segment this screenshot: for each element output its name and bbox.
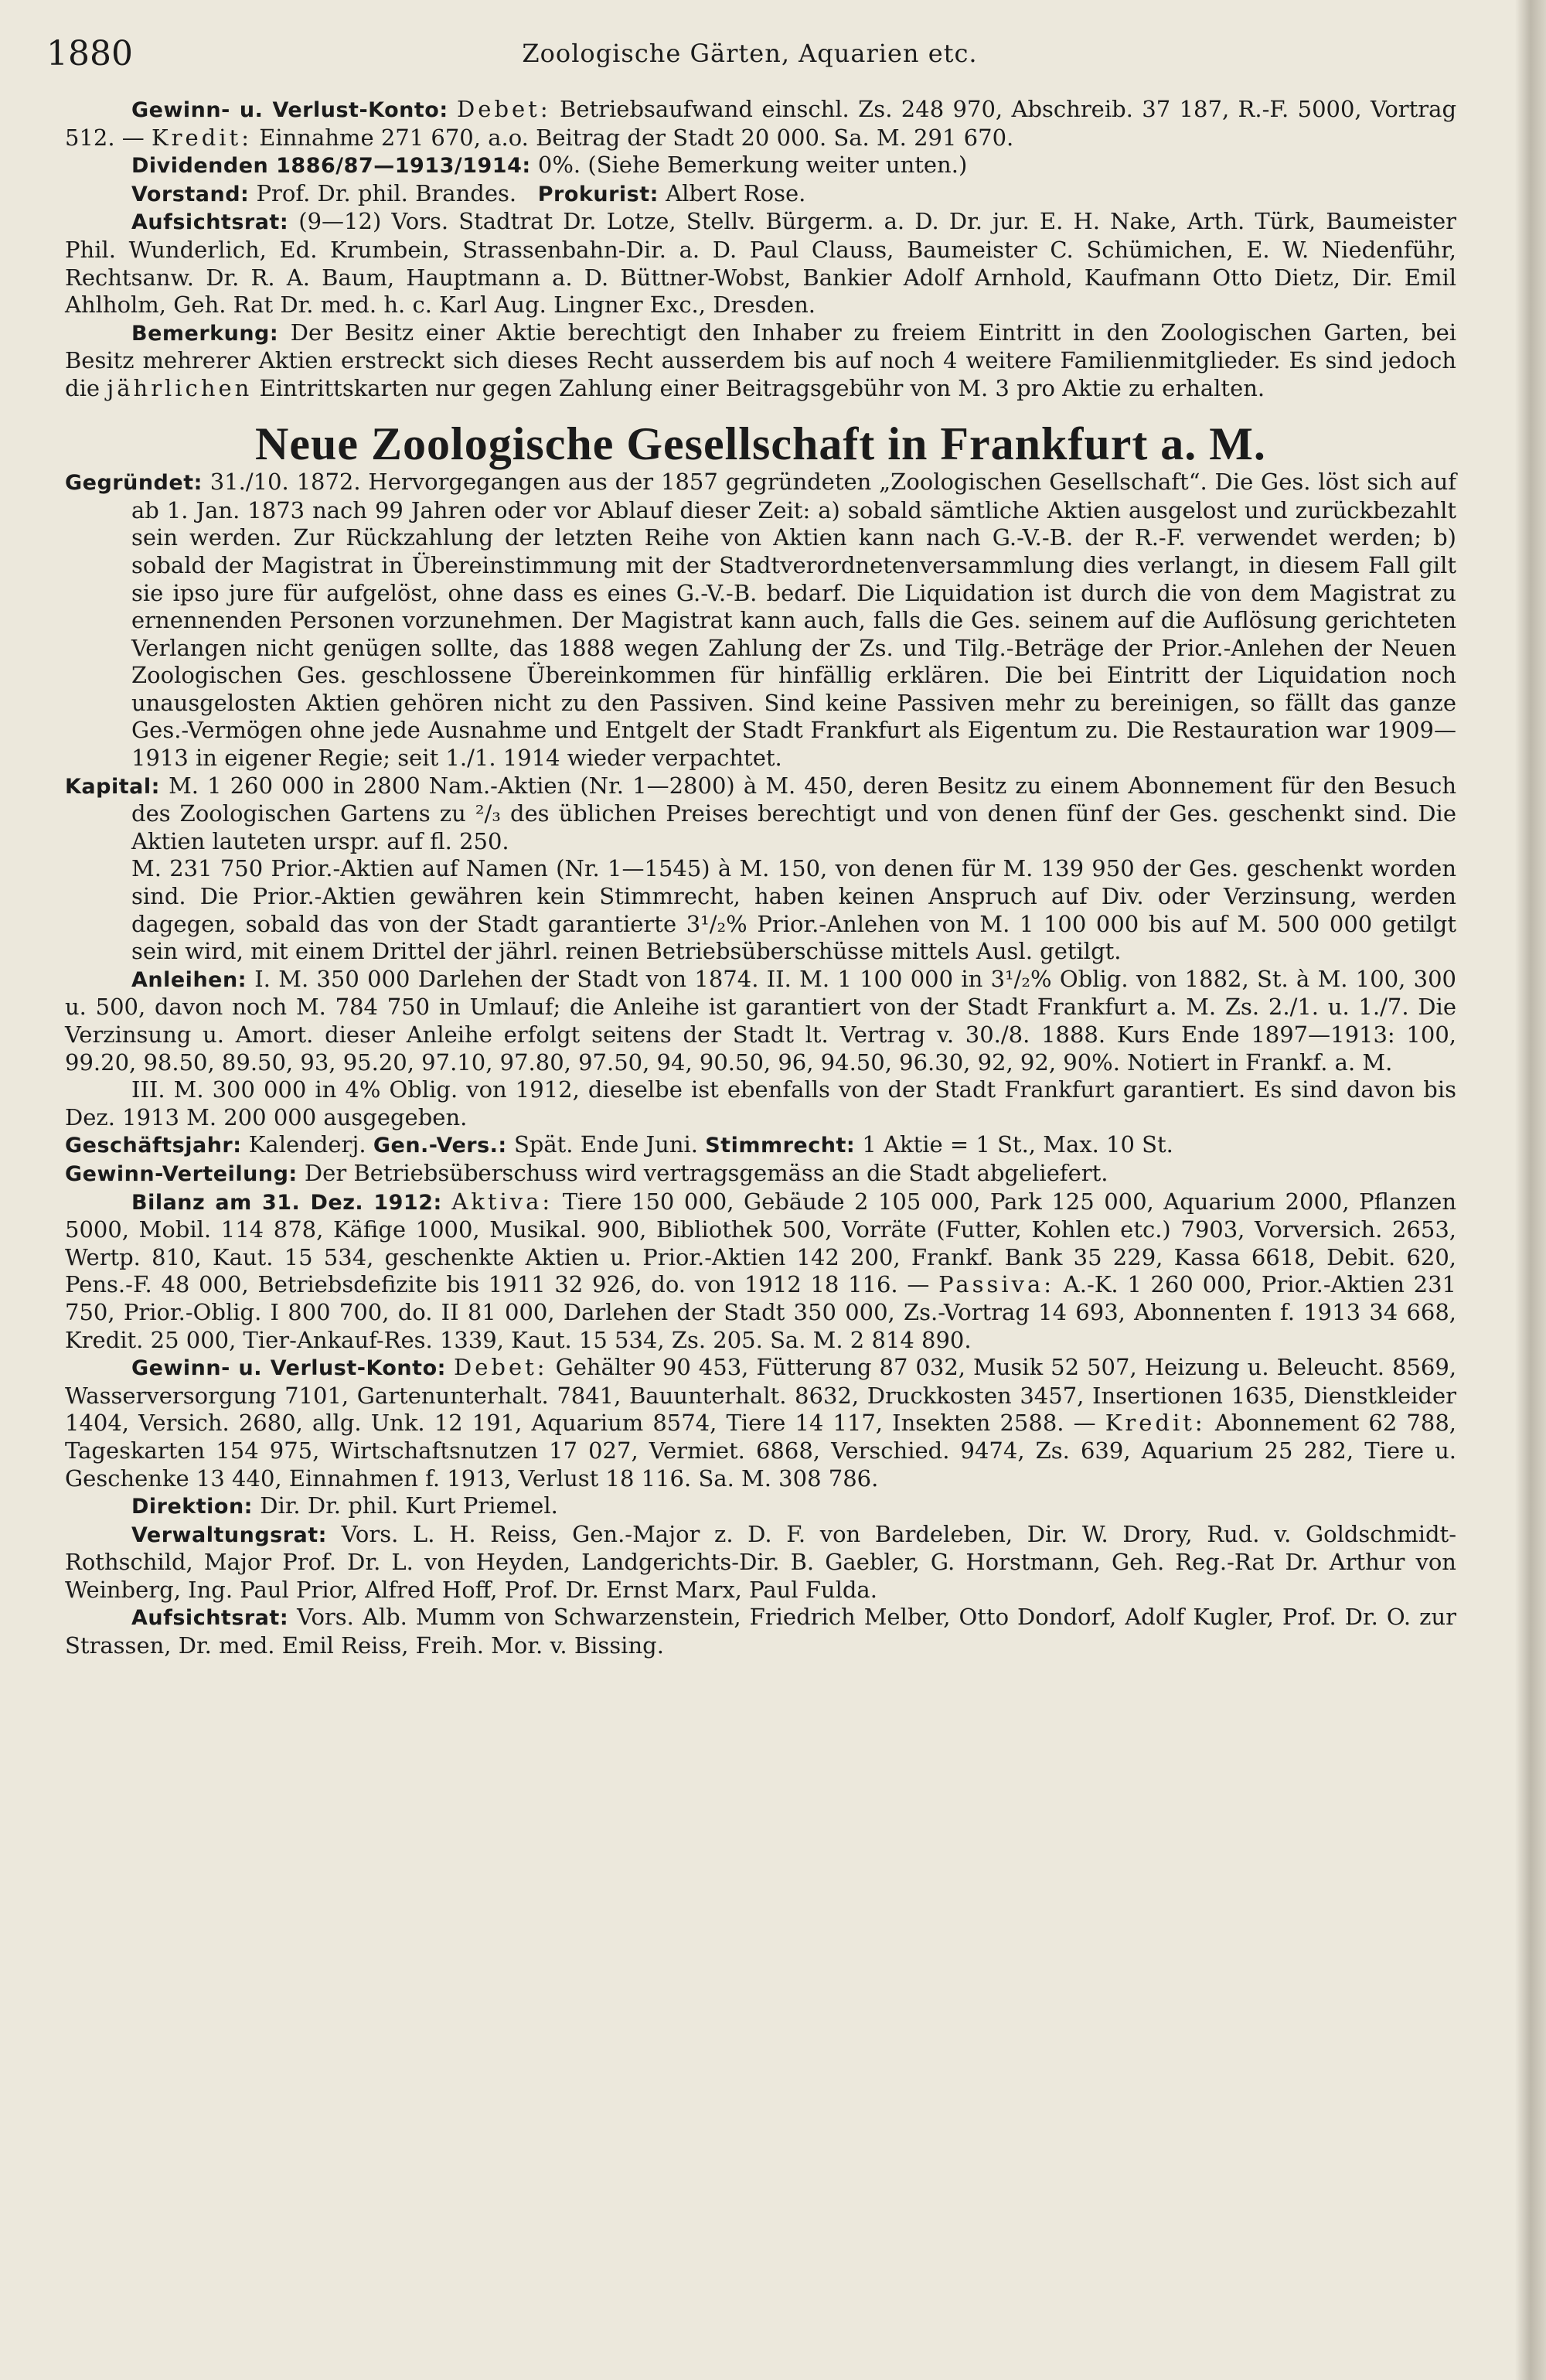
prev-guv-debit-text: Betriebsaufwand einschl. Zs. 248 970, Abschreib. 37 187, R.-F. 5000, Vortrag 512. —: [65, 96, 1457, 151]
page-binding-edge: [1515, 0, 1546, 2380]
prev-guv-debit-label: Debet:: [457, 96, 551, 122]
page-header: [46, 34, 1453, 80]
prev-bemerkung-paragraph: [65, 319, 1456, 403]
prev-dividenden-paragraph: [65, 152, 1456, 180]
geschaeftsjahr-label: Geschäftsjahr:: [65, 1134, 242, 1158]
guv-debit-text: Gehälter 90 453, Fütterung 87 032, Musik 52 507, Heizung u. Beleucht. 8569, Wasserversorgung 7101, Gartenunterhalt. 7841, Bauunterhalt. 8632, Druckkosten 3457, Insertionen 1635, Dienstkleider 1404, Versich. 2680, allg. Unk. 12 191, Aquarium 8574, Tiere 14 117, Insekten 2588. —: [65, 1354, 1457, 1437]
aktiva-label: Aktiva:: [451, 1188, 553, 1215]
page-content: [65, 96, 1456, 1660]
anleihen-text: I. M. 350 000 Darlehen der Stadt von 1874. II. M. 1 100 000 in 3¹/₂% Oblig. von 1882, St. à M. 100, 300 u. 500, davon noch M. 784 750 in Umlauf; die Anleihe ist garantiert von der Stadt Frankfurt a. M. Zs. 2./1. u. 1./7. Die Verzinsung u. Amort. dieser Anleihe erfolgt seitens der Stadt lt. Vertrag v. 30./8. 1888. Kurs Ende 1897—1913: 100, 99.20, 98.50, 89.50, 93, 95.20, 97.10, 97.80, 97.50, 94, 90.50, 96, 94.50, 96.30, 92, 92, 90%. Notiert in Frankf. a. M.: [65, 965, 1457, 1076]
guv-debit-label: Debet:: [453, 1354, 548, 1381]
prev-guv-credit-text: Einnahme 271 670, a.o. Beitrag der Stadt 20 000. Sa. M. 291 670.: [259, 124, 1014, 151]
bilanz-paragraph: [65, 1188, 1456, 1355]
gen-vers-text: Spät. Ende Juni.: [513, 1131, 699, 1158]
prev-guv-paragraph: [65, 96, 1456, 152]
passiva-text: A.-K. 1 260 000, Prior.-Aktien 231 750, Prior.-Oblig. I 800 700, do. II 81 000, Darlehen der Stadt 350 000, Zs.-Vortrag 14 693, Abonnenten f. 1913 34 668, Kredit. 25 000, Tier-Ankauf-Res. 1339, Kaut. 15 534, Zs. 205. Sa. M. 2 814 890.: [65, 1271, 1457, 1353]
prev-vorstand-paragraph: [65, 180, 1456, 209]
gegruendet-paragraph: [65, 469, 1456, 772]
kapital-text: M. 1 260 000 in 2800 Nam.-Aktien (Nr. 1—2800) à M. 450, deren Besitz zu einem Abonnement für den Besuch des Zoologischen Gartens zu ²/₃ des üblichen Preises berechtigt und von denen fünf der Ges. geschenkt sind. Die Aktien lauteten urspr. auf fl. 250.: [131, 772, 1456, 854]
guv-credit-label: Kredit:: [1105, 1410, 1206, 1437]
gegruendet-text: 31./10. 1872. Hervorgegangen aus der 1857 gegründeten „Zoologischen Gesellschaft“. Die Ges. löst sich auf ab 1. Jan. 1873 nach 99 Jahren oder vor Ablauf dieser Zeit: a) sobald sämtliche Aktien ausgelost und zurückbezahlt sein werden. Zur Rückzahlung der letzten Reihe von Aktien kann nach G.-V.-B. der R.-F. verwendet werden; b) sobald der Magistrat in Übereinstimmung mit der Stadtverordnetenversammlung dies verlangt, in diesem Fall gilt sie ipso jure für aufgelöst, ohne dass es eines G.-V.-B. bedarf. Die Liquidation ist durch die von dem Magistrat zu ernennenden Personen vorzunehmen. Der Magistrat kann auch, falls die Ges. seinem auf die Auflösung gerichteten Verlangen nicht genügen sollte, das 1888 wegen Zahlung der Zs. und Tilg.-Beträge der Prior.-Anlehen der Neuen Zoologischen Ges. geschlossene Übereinkommen für hinfällig erklären. Die bei Eintritt der Liquidation noch unausgelosten Aktien gehören nicht zu den Passiven. Sind keine Passiven mehr zu bereinigen, so fällt das ganze Ges.-Vermögen ohne jede Ausnahme und Entgelt der Stadt Frankfurt als Eigentum zu. Die Restauration war 1909—1913 in eigener Regie; seit 1./1. 1914 wieder verpachtet.: [131, 469, 1456, 772]
aufsichtsrat-label: Aufsichtsrat:: [131, 1606, 289, 1631]
aufsichtsrat-paragraph: [65, 1604, 1456, 1659]
kapital-label: Kapital:: [65, 774, 160, 799]
gewinnverteilung-paragraph: [65, 1160, 1456, 1188]
prev-bemerkung-label: Bemerkung:: [131, 321, 279, 346]
aufsichtsrat-text: Vors. Alb. Mumm von Schwarzenstein, Friedrich Melber, Otto Dondorf, Adolf Kugler, Prof. Dr. O. zur Strassen, Dr. med. Emil Reiss, Freih. Mor. v. Bissing.: [65, 1604, 1456, 1659]
prev-bemerkung-emphasis: jährlichen: [107, 374, 253, 401]
verwaltungsrat-text: Vors. L. H. Reiss, Gen.-Major z. D. F. von Bardeleben, Dir. W. Drory, Rud. v. Goldschmidt-Rothschild, Major Prof. Dr. L. von Heyden, Landgerichts-Dir. B. Gaebler, G. Horstmann, Geh. Reg.-Rat Dr. Arthur von Weinberg, Ing. Paul Prior, Alfred Hoff, Prof. Dr. Ernst Marx, Paul Fulda.: [65, 1520, 1456, 1603]
page-number: 1880: [46, 34, 133, 73]
guv-credit-text: Abonnement 62 788, Tageskarten 154 975, Wirtschaftsnutzen 17 027, Vermiet. 6868, Verschied. 9474, Zs. 639, Aquarium 25 282, Tiere u. Geschenke 13 440, Einnahmen f. 1913, Verlust 18 116. Sa. M. 308 786.: [65, 1410, 1457, 1492]
company-title: Neue Zoologische Gesellschaft in Frankfurt a. M.: [255, 418, 1266, 469]
geschaeftsjahr-paragraph: [65, 1131, 1456, 1160]
passiva-label: Passiva:: [938, 1271, 1055, 1298]
anleihen-paragraph: [65, 966, 1456, 1076]
prior-aktien-text: M. 231 750 Prior.-Aktien auf Namen (Nr. 1—1545) à M. 150, von denen für M. 139 950 der Ges. geschenkt worden sind. Die Prior.-Aktien gewähren kein Stimmrecht, haben keinen Anspruch auf Div. oder Verzinsung, werden dagegen, sobald das von der Stadt garantierte 3¹/₂% Prior.-Anlehen von M. 1 100 000 bis auf M. 500 000 getilgt sein wird, mit einem Drittel der jährl. reinen Betriebsüberschüsse mittels Ausl. getilgt.: [131, 855, 1456, 965]
prev-guv-credit-label: Kredit:: [152, 124, 252, 151]
gewinnverteilung-text: Der Betriebsüberschuss wird vertragsgemäss an die Stadt abgeliefert.: [304, 1159, 1108, 1186]
prev-guv-label: Gewinn- u. Verlust-Konto:: [131, 98, 448, 122]
direktion-paragraph: [65, 1492, 1456, 1521]
prev-aufsichtsrat-paragraph: [65, 208, 1456, 319]
prev-aufsichtsrat-text: (9—12) Vors. Stadtrat Dr. Lotze, Stellv. Bürgerm. a. D. Dr. jur. E. H. Nake, Arth. Türk, Baumeister Phil. Wunderlich, Ed. Krumbein, Strassenbahn-Dir. a. D. Paul Clauss, Baumeister C. Schümichen, E. W. Niedenführ, Rechtsanw. Dr. R. A. Baum, Hauptmann a. D. Büttner-Wobst, Bankier Adolf Arnhold, Kaufmann Otto Dietz, Dir. Emil Ahlholm, Geh. Rat Dr. med. h. c. Karl Aug. Lingner Exc., Dresden.: [65, 208, 1456, 319]
anleihen-label: Anleihen:: [131, 967, 247, 992]
prev-bemerkung-text2: Eintrittskarten nur gegen Zahlung einer Beitragsgebühr von M. 3 pro Aktie zu erhalten.: [259, 374, 1265, 401]
prev-aufsichtsrat-label: Aufsichtsrat:: [131, 210, 289, 235]
prev-prokurist-text: Albert Rose.: [666, 179, 806, 206]
stimmrecht-text: 1 Aktie = 1 St., Max. 10 St.: [862, 1131, 1173, 1158]
geschaeftsjahr-text: Kalenderj.: [248, 1131, 366, 1158]
guv-label: Gewinn- u. Verlust-Konto:: [131, 1356, 446, 1381]
verwaltungsrat-label: Verwaltungsrat:: [131, 1522, 327, 1547]
stimmrecht-label: Stimmrecht:: [705, 1134, 856, 1158]
verwaltungsrat-paragraph: [65, 1521, 1456, 1604]
prev-vorstand-text: Prof. Dr. phil. Brandes.: [256, 179, 517, 206]
prev-bemerkung-text1: Der Besitz einer Aktie berechtigt den Inhaber zu freiem Eintritt in den Zoologischen Garten, bei Besitz mehrerer Aktien erstreckt sich dieses Recht ausserdem bis auf noch 4 weitere Familienmitglieder. Es sind jedoch die: [65, 319, 1457, 401]
direktion-text: Dir. Dr. phil. Kurt Priemel.: [260, 1492, 558, 1519]
prev-dividenden-label: Dividenden 1886/87—1913/1914:: [131, 154, 531, 179]
anleihe-iii-text: III. M. 300 000 in 4% Oblig. von 1912, dieselbe ist ebenfalls von der Stadt Frankfurt garantiert. Es sind davon bis Dez. 1913 M. 200 000 ausgegeben.: [65, 1076, 1456, 1130]
gen-vers-label: Gen.-Vers.:: [373, 1134, 507, 1158]
gewinnverteilung-label: Gewinn-Verteilung:: [65, 1161, 298, 1186]
aktiva-text: Tiere 150 000, Gebäude 2 105 000, Park 125 000, Aquarium 2000, Pflanzen 5000, Mobil. 114 878, Käfige 1000, Musikal. 900, Bibliothek 500, Vorräte (Futter, Kohlen etc.) 7903, Vorversich. 2653, Wertp. 810, Kaut. 15 534, geschenkte Aktien u. Prior.-Aktien 142 200, Frankf. Bank 35 229, Kassa 6618, Debit. 620, Pens.-F. 48 000, Betriebsdefizite bis 1911 32 926, do. von 1912 18 116. —: [65, 1188, 1457, 1298]
bilanz-label: Bilanz am 31. Dez. 1912:: [131, 1190, 442, 1215]
kapital-paragraph: [65, 772, 1456, 856]
prev-dividenden-text: 0%. (Siehe Bemerkung weiter unten.): [537, 152, 968, 179]
running-title: Zoologische Gärten, Aquarien etc.: [522, 39, 978, 68]
prev-vorstand-label: Vorstand:: [131, 182, 250, 206]
gegruendet-label: Gegründet:: [65, 471, 203, 496]
guv-paragraph: [65, 1354, 1456, 1492]
anleihe-iii-paragraph: [65, 1076, 1456, 1131]
direktion-label: Direktion:: [131, 1495, 253, 1519]
prev-prokurist-label: Prokurist:: [537, 182, 659, 206]
prior-aktien-paragraph: [65, 855, 1456, 965]
